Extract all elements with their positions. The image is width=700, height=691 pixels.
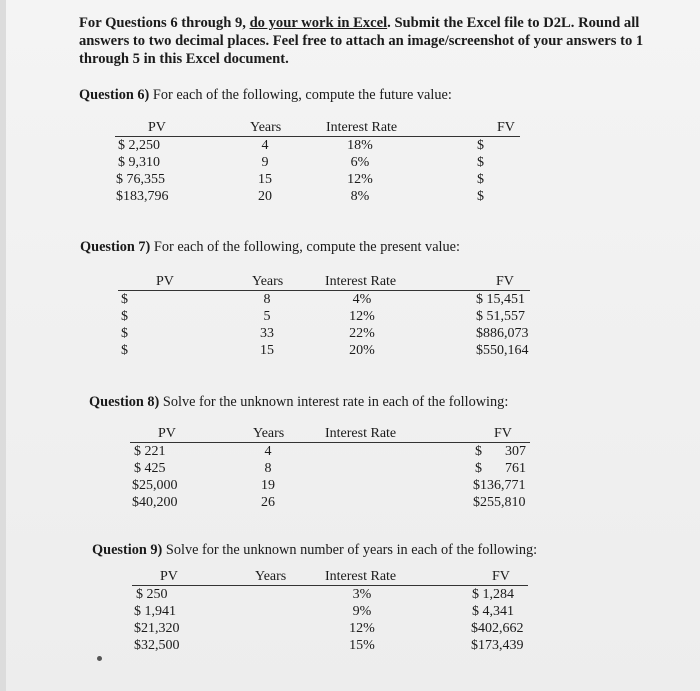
q6-row1-fv: $ [477,138,484,153]
q8-header-years: Years [253,426,285,441]
q7-title [80,238,460,256]
q8-row3-years: 19 [261,478,275,493]
q6-row3-years: 15 [258,172,272,187]
q6-text: For each of the following, compute the future value: [149,87,452,103]
q7-row3-years: 33 [260,326,274,341]
q8-header-rule [130,442,530,443]
q9-row1-fv: $ 1,284 [472,587,514,602]
q8-row1-fv: 307 [505,444,526,459]
q7-row1-fv: $ 15,451 [476,292,525,307]
q8-title [89,393,508,411]
q7-row4-years: 15 [260,343,274,358]
q6-title [79,86,452,104]
q6-header-years: Years [250,120,282,135]
q9-header-fv: FV [492,569,510,584]
q7-row2-rate: 12% [349,309,375,324]
q7-text: For each of the following, compute the present value: [150,239,460,255]
q7-row4-rate: 20% [349,343,375,358]
q9-row3-fv: $402,662 [471,621,524,636]
q7-header-rule [118,290,530,291]
q9-header-rule [132,585,528,586]
q6-row2-years: 9 [261,155,269,170]
q6-row3-pv: $ 76,355 [116,172,165,187]
q6-row4-fv: $ [477,189,484,204]
q9-title [92,541,537,559]
q9-row2-pv: $ 1,941 [134,604,176,619]
q9-label: Question 9) [92,542,163,558]
q6-header-fv: FV [497,120,515,135]
q6-row3-fv: $ [477,172,484,187]
page-edge [0,0,6,691]
q7-header-fv: FV [496,274,514,289]
q6-row1-pv: $ 2,250 [118,138,160,153]
q8-label: Question 8) [89,394,160,410]
q6-row4-rate: 8% [350,189,370,204]
q6-label: Question 6) [79,87,150,103]
q6-row2-rate: 6% [350,155,370,170]
q9-row1-pv: $ 250 [136,587,168,602]
q9-row3-pv: $21,320 [134,621,180,636]
q6-row3-rate: 12% [347,172,373,187]
q9-header-rate: Interest Rate [325,569,397,584]
q9-header-pv: PV [160,569,178,584]
q7-row1-pv: $ [121,292,128,307]
q9-row2-rate: 9% [352,604,372,619]
q6-row1-rate: 18% [347,138,373,153]
q7-header-pv: PV [156,274,174,289]
q7-header-years: Years [252,274,284,289]
q8-text: Solve for the unknown interest rate in each of the following: [159,394,509,410]
q8-row3-fv: $136,771 [473,478,526,493]
q6-row2-fv: $ [477,155,484,170]
q6-header-rate: Interest Rate [326,120,398,135]
q7-row4-fv: $550,164 [476,343,529,358]
q9-row1-rate: 3% [352,587,372,602]
q7-row2-pv: $ [121,309,128,324]
q8-row2-fv-sign: $ [475,461,482,476]
q8-header-rate: Interest Rate [325,426,397,441]
q6-row4-pv: $183,796 [116,189,169,204]
q8-row2-years: 8 [264,461,272,476]
q8-row1-pv: $ 221 [134,444,166,459]
stray-dot [97,656,102,661]
q8-header-fv: FV [494,426,512,441]
q7-row3-pv: $ [121,326,128,341]
q9-text: Solve for the unknown number of years in each of the following: [162,542,538,558]
q6-header-rule [115,136,520,137]
q7-row4-pv: $ [121,343,128,358]
q9-row4-fv: $173,439 [471,638,524,653]
q9-row4-rate: 15% [349,638,375,653]
q7-row3-rate: 22% [349,326,375,341]
q8-row4-years: 26 [261,495,275,510]
q8-row4-pv: $40,200 [132,495,178,510]
q8-row1-years: 4 [264,444,272,459]
q6-row4-years: 20 [258,189,272,204]
q9-header-years: Years [255,569,287,584]
q7-row1-years: 8 [263,292,271,307]
intro-suffix: . Submit the Excel file to D2L. Round all answers to two decimal places. Feel free to attach an image/screenshot of your answers to 1 through 5 in this Excel document. [79,15,644,67]
q8-row3-pv: $25,000 [132,478,178,493]
q8-row2-fv: 761 [505,461,526,476]
q6-row2-pv: $ 9,310 [118,155,160,170]
q7-row1-rate: 4% [352,292,372,307]
intro-underlined: do your work in Excel [249,15,388,31]
q9-row4-pv: $32,500 [134,638,180,653]
q8-row4-fv: $255,810 [473,495,526,510]
q7-row2-years: 5 [263,309,271,324]
q8-row1-fv-sign: $ [475,444,482,459]
q8-header-pv: PV [158,426,176,441]
q9-row2-fv: $ 4,341 [472,604,514,619]
q6-row1-years: 4 [261,138,269,153]
q7-row2-fv: $ 51,557 [476,309,525,324]
q7-row3-fv: $886,073 [476,326,529,341]
intro-prefix: For Questions 6 through 9, [79,15,250,31]
q7-header-rate: Interest Rate [325,274,397,289]
q6-header-pv: PV [148,120,166,135]
q7-label: Question 7) [80,239,151,255]
q8-row2-pv: $ 425 [134,461,166,476]
intro-instructions [79,14,669,68]
q9-row3-rate: 12% [349,621,375,636]
